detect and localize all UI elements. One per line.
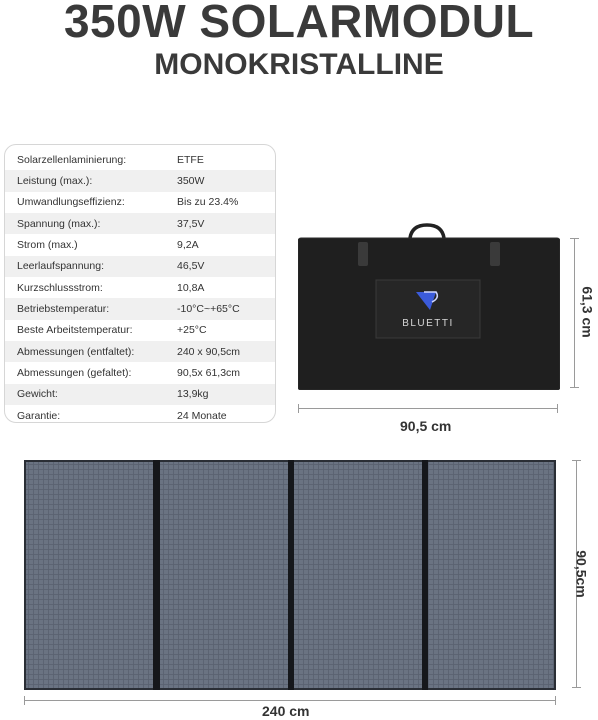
spec-label: Leerlaufspannung: <box>17 260 104 273</box>
folded-height-label: 61,3 cm <box>579 286 596 338</box>
spec-value: 10,8A <box>177 281 205 294</box>
spec-label: Strom (max.) <box>17 239 78 252</box>
folded-width-dimension-line <box>298 408 558 409</box>
spec-table <box>4 144 276 423</box>
unfolded-width-label: 240 cm <box>262 703 310 719</box>
spec-row <box>5 192 275 213</box>
spec-label: Betriebstemperatur: <box>17 303 110 316</box>
spec-value: 13,9kg <box>177 388 209 401</box>
spec-label: Beste Arbeitstemperatur: <box>17 324 133 337</box>
page-title: 350W SOLARMODUL <box>63 0 535 47</box>
spec-value: 240 x 90,5cm <box>177 345 241 358</box>
spec-row <box>5 277 275 298</box>
spec-label: Kurzschlussstrom: <box>17 281 103 294</box>
spec-value: 37,5V <box>177 217 205 230</box>
page-subtitle: MONOKRISTALLINE <box>154 48 444 81</box>
spec-value: +25°C <box>177 324 207 337</box>
spec-value: 350W <box>177 175 205 188</box>
spec-row <box>5 405 275 423</box>
spec-label: Leistung (max.): <box>17 175 93 188</box>
spec-value: 9,2A <box>177 239 199 252</box>
spec-value: ETFE <box>177 153 204 166</box>
spec-label: Spannung (max.): <box>17 217 101 230</box>
handle-icon <box>410 225 444 238</box>
brand-name: BLUETTI <box>402 318 454 329</box>
spec-value: 90,5x 61,3cm <box>177 367 241 380</box>
folded-height-dimension-line <box>574 238 575 388</box>
spec-value: 24 Monate <box>177 409 227 422</box>
spec-label: Solarzellenlaminierung: <box>17 153 127 166</box>
spec-value: Bis zu 23.4% <box>177 196 239 209</box>
spec-label: Gewicht: <box>17 388 58 401</box>
spec-value: 46,5V <box>177 260 205 273</box>
spec-row <box>5 170 275 191</box>
spec-row <box>5 213 275 234</box>
spec-row <box>5 341 275 362</box>
spec-row <box>5 320 275 341</box>
spec-row <box>5 384 275 405</box>
spec-row <box>5 362 275 383</box>
spec-row <box>5 256 275 277</box>
folded-panel-bag-image <box>298 222 560 390</box>
spec-label: Umwandlungseffizienz: <box>17 196 125 209</box>
spec-value: -10°C~+65°C <box>177 303 240 316</box>
spec-row <box>5 298 275 319</box>
folded-width-label: 90,5 cm <box>400 418 452 434</box>
spec-label: Abmessungen (gefaltet): <box>17 367 132 380</box>
unfolded-solar-panel-image <box>24 460 556 690</box>
unfolded-height-label: 90,5cm <box>573 550 590 598</box>
spec-row <box>5 234 275 255</box>
spec-label: Abmessungen (entfaltet): <box>17 345 135 358</box>
spec-row <box>5 149 275 170</box>
unfolded-width-dimension-line <box>24 700 556 701</box>
spec-label: Garantie: <box>17 409 61 422</box>
